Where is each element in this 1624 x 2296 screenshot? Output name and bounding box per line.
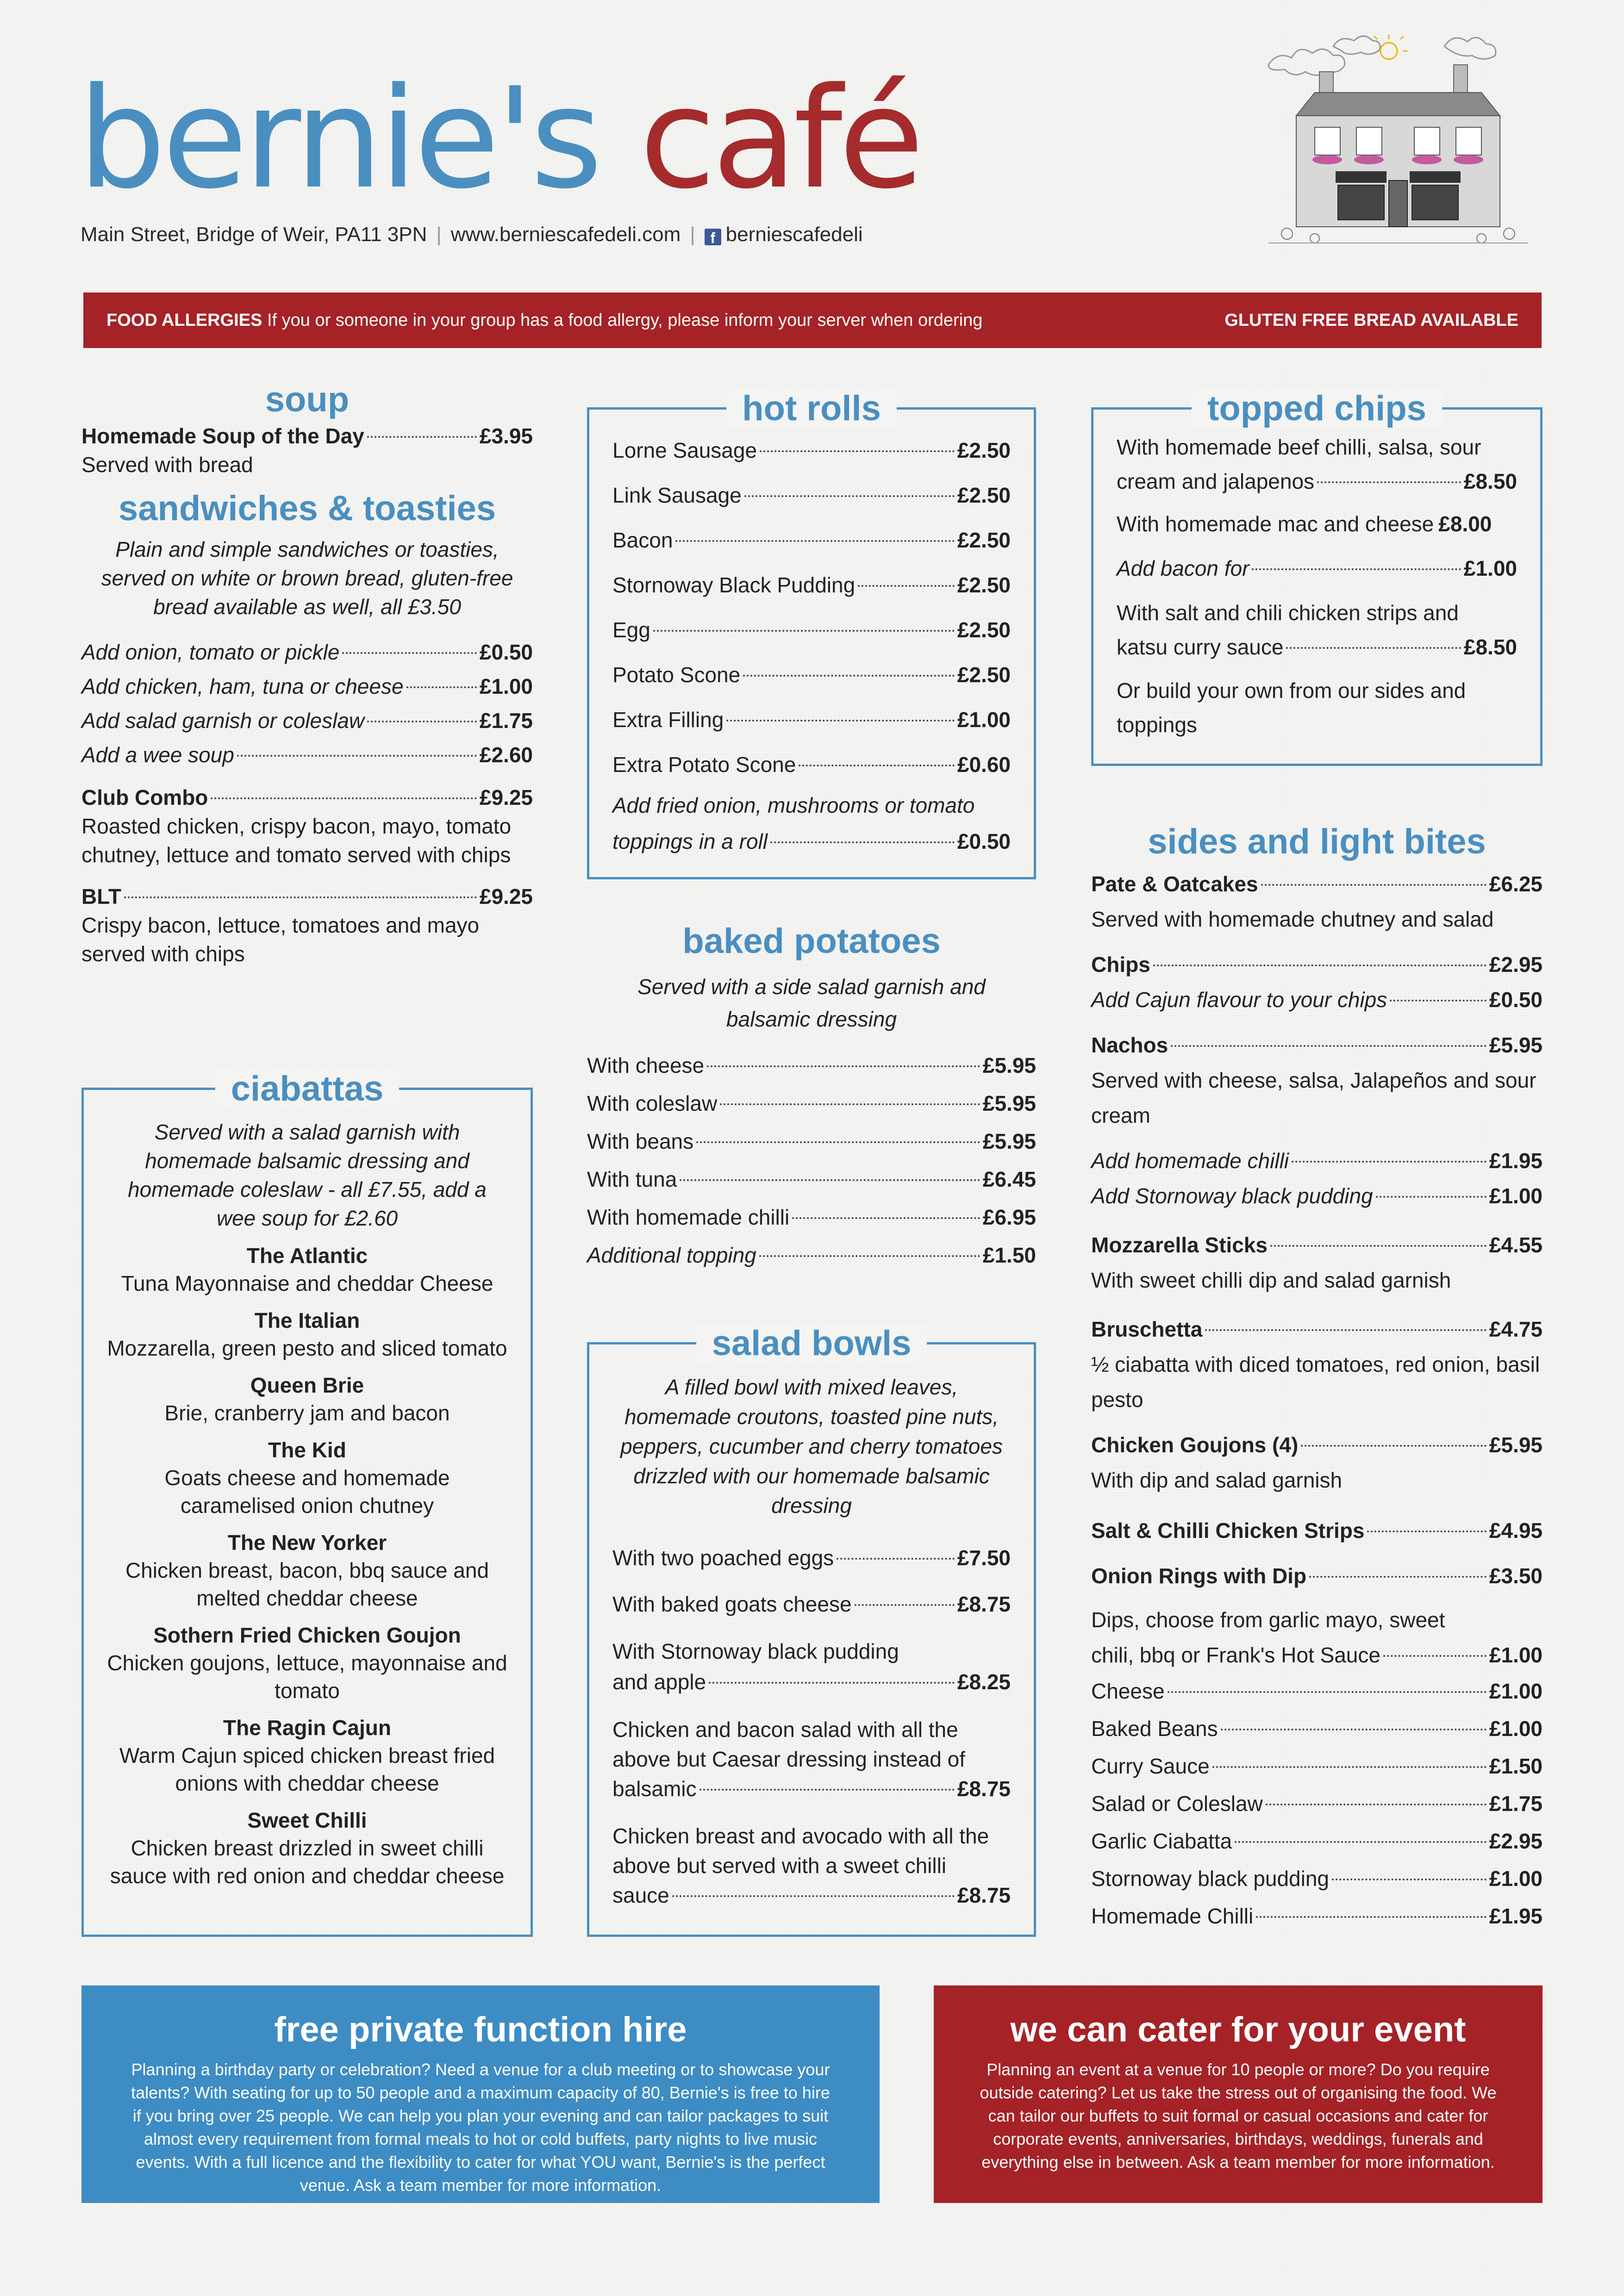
list-item: With coleslaw £5.95: [587, 1091, 1036, 1115]
ciabatta-name: The Italian: [254, 1308, 360, 1332]
salad-item: With Stornoway black pudding and apple £8.25: [612, 1639, 1011, 1694]
list-item: Extra Filling £1.00: [612, 708, 1011, 732]
allergy-message: [106, 311, 982, 330]
ciabatta-name: The Ragin Cajun: [223, 1716, 391, 1740]
salad-item: Chicken breast and avocado with all the above but served with a sweet chilli sauce £8.75: [612, 1824, 1011, 1907]
ciabatta-desc: Brie, cranberry jam and bacon: [164, 1401, 450, 1425]
hot-rolls-list: [589, 410, 1034, 787]
salad-item: Chicken and bacon salad with all the above but Caesar dressing instead of balsamic £8.75: [612, 1717, 1011, 1801]
function-hire-text: Planning a birthday party or celebration? Need a venue for a club meeting or to showcase your talents? With seating for up to 50 people and a maximum capacity of 80, Bernie's is free to hire if you bring over 25 people. We can help you plan your evening and can tailor packages to suit almost every requirement from formal meals to hot or cold buffets, party nights to live music events. With a full licence and the flexibility to cater for what YOU want, Bernie's is the perfect venue. Ask a team member for more information.: [131, 2060, 830, 2195]
address-line: [81, 223, 863, 246]
chips-item: Add bacon for £1.00: [1117, 556, 1517, 580]
ciabatta-desc: Warm Cajun spiced chicken breast fried onions with cheddar cheese: [119, 1743, 495, 1795]
facebook-handle[interactable]: berniescafedeli: [725, 223, 863, 246]
list-item: With tuna £6.45: [587, 1167, 1036, 1191]
club-combo-item: Club Combo £9.25 Roasted chicken, crispy bacon, mayo, tomato chutney, lettuce and tomato served with chips: [81, 783, 533, 869]
allergy-notice-bar: [83, 292, 1542, 348]
brand-logo: [78, 58, 921, 219]
list-item: Add a wee soup £2.60: [81, 743, 533, 767]
ciabatta-name: Sweet Chilli: [247, 1808, 367, 1832]
catering-title: we can cater for your event: [1010, 2010, 1466, 2049]
item-description: Roasted chicken, crispy bacon, mayo, tomato chutney, lettuce and tomato served with chips: [81, 814, 512, 867]
ciabatta-name: Queen Brie: [250, 1373, 364, 1397]
list-item: Add salad garnish or coleslaw £1.75: [81, 709, 533, 733]
list-item: Add chicken, ham, tuna or cheese £1.00: [81, 674, 533, 698]
soup-item: [81, 422, 533, 479]
list-item: Add onion, tomato or pickle £0.50: [81, 640, 533, 664]
sides-title: sides and light bites: [1148, 822, 1486, 861]
allergy-label: FOOD ALLERGIES: [106, 310, 262, 330]
facebook-icon: f: [705, 229, 721, 245]
list-item: Cheese £1.00: [1091, 1679, 1543, 1703]
side-item: Nachos £5.95 Served with cheese, salsa, Jalapeños and sour cream: [1091, 1033, 1543, 1127]
list-item: Homemade Chilli £1.95: [1091, 1904, 1543, 1928]
side-item: Salt & Chilli Chicken Strips £4.95 Onion Rings with Dip £3.50: [1091, 1518, 1543, 1588]
salad-item: With two poached eggs £7.50: [612, 1546, 1011, 1570]
salad-bowls-title-wrap: [589, 1320, 1034, 1367]
baked-potatoes-title: baked potatoes: [682, 921, 941, 961]
soup-title: soup: [265, 380, 350, 419]
side-item: Bruschetta £4.75 ½ ciabatta with diced tomatoes, red onion, basil pesto: [1091, 1317, 1543, 1412]
catering-panel: [934, 1985, 1543, 2203]
side-item: Chicken Goujons (4) £5.95 With dip and salad garnish: [1091, 1433, 1543, 1492]
hot-rolls-box: [587, 389, 1036, 879]
list-item: Garlic Ciabatta £2.95: [1091, 1829, 1543, 1853]
salad-bowls-intro: A filled bowl with mixed leaves, homemade croutons, toasted pine nuts, peppers, cucumber and cherry tomatoes drizzled with our homemade balsamic dressing: [620, 1375, 1003, 1518]
divider: |: [436, 223, 442, 246]
list-item: With homemade chilli £6.95: [587, 1205, 1036, 1229]
topped-chips-title: topped chips: [1192, 389, 1442, 428]
sandwiches-intro: Plain and simple sandwiches or toasties, served on white or brown bread, gluten-free bread available as well, all £3.50: [101, 537, 513, 619]
item-price: £3.95: [479, 424, 533, 448]
list-item: Potato Scone £2.50: [612, 663, 1011, 687]
list-item: Stornoway Black Pudding £2.50: [612, 573, 1011, 597]
sides-extras-list: [1091, 1673, 1543, 1935]
baked-potatoes-intro: Served with a side salad garnish and balsamic dressing: [637, 975, 986, 1031]
ciabatta-name: Sothern Fried Chicken Goujon: [153, 1623, 461, 1647]
blt-item: BLT £9.25 Crispy bacon, lettuce, tomatoes and mayo served with chips: [81, 882, 533, 968]
list-item: Bacon £2.50: [612, 528, 1011, 552]
list-item: Egg £2.50: [612, 618, 1011, 642]
item-description: Crispy bacon, lettuce, tomatoes and mayo served with chips: [81, 913, 480, 966]
catering-text: Planning an event at a venue for 10 people or more? Do you require outside catering? Let us take the stress out of organising the food. We can tailor our buffets to suit formal or casual occasions and cater for corporate events, anniversaries, birthdays, weddings, funerals and everything else in between. Ask a team member for more information.: [980, 2060, 1497, 2172]
baked-potatoes-section: [587, 921, 1036, 1274]
website-link[interactable]: www.berniescafedeli.com: [450, 223, 681, 246]
ciabattas-title: ciabattas: [215, 1069, 400, 1108]
list-item: Salad or Coleslaw £1.75: [1091, 1792, 1543, 1816]
function-hire-panel: [81, 1985, 880, 2203]
ciabatta-desc: Chicken goujons, lettuce, mayonnaise and tomato: [107, 1651, 507, 1703]
ciabatta-desc: Goats cheese and homemade caramelised onion chutney: [164, 1466, 450, 1518]
side-item-dips: Dips, choose from garlic mayo, sweet chili, bbq or Frank's Hot Sauce £1.00: [1091, 1608, 1543, 1667]
list-item: Stornoway black pudding £1.00: [1091, 1867, 1543, 1891]
allergy-text: If you or someone in your group has a food allergy, please inform your server when ordering: [262, 310, 983, 330]
function-hire-title: free private function hire: [274, 2010, 687, 2049]
list-item: Additional topping £1.50: [587, 1243, 1036, 1267]
salad-bowls-box: [587, 1324, 1036, 1937]
ciabatta-desc: Tuna Mayonnaise and cheddar Cheese: [121, 1271, 493, 1295]
build-your-own-note: Or build your own from our sides and toppings: [1117, 678, 1466, 737]
list-item: Extra Potato Scone £0.60: [612, 753, 1011, 777]
ciabattas-box: [81, 1069, 533, 1937]
street-address: Main Street, Bridge of Weir, PA11 3PN: [81, 223, 427, 246]
list-item: Baked Beans £1.00: [1091, 1717, 1543, 1741]
cafe-building-illustration: [1250, 28, 1537, 250]
salad-item: With baked goats cheese £8.75: [612, 1592, 1011, 1616]
brand-name-bernies: bernie's: [78, 58, 599, 219]
chips-item: With salt and chili chicken strips and katsu curry sauce £8.50: [1117, 601, 1517, 659]
item-name: Homemade Soup of the Day: [81, 424, 364, 448]
brand-name-cafe: café: [639, 58, 921, 219]
item-description: Served with bread: [81, 453, 253, 477]
gluten-free-notice: GLUTEN FREE BREAD AVAILABLE: [1224, 310, 1518, 330]
sandwich-addons: [81, 635, 533, 772]
chips-item: With homemade beef chilli, salsa, sour cream and jalapenos £8.50: [1117, 435, 1517, 493]
ciabattas-title-wrap: [84, 1066, 531, 1112]
sides-section: [1091, 821, 1543, 1935]
side-item: Mozzarella Sticks £4.55 With sweet chilli dip and salad garnish: [1091, 1233, 1543, 1292]
list-item: With beans £5.95: [587, 1129, 1036, 1153]
side-item: Chips £2.95 Add Cajun flavour to your chips £0.50: [1091, 952, 1543, 1012]
ciabatta-desc: Mozzarella, green pesto and sliced tomato: [107, 1336, 507, 1360]
list-item: Lorne Sausage £2.50: [612, 438, 1011, 462]
ciabatta-name: The Kid: [268, 1438, 346, 1462]
list-item: Curry Sauce £1.50: [1091, 1754, 1543, 1778]
fried-toppings-item: Add fried onion, mushrooms or tomato toppings in a roll £0.50: [612, 793, 1011, 853]
ciabatta-name: The New Yorker: [227, 1531, 387, 1555]
topped-chips-title-wrap: [1093, 386, 1540, 432]
baked-potatoes-list: [587, 1046, 1036, 1274]
list-item: Link Sausage £2.50: [612, 483, 1011, 507]
list-item: With cheese £5.95: [587, 1053, 1036, 1077]
hot-rolls-title-wrap: [589, 386, 1034, 432]
side-item: Add homemade chilli £1.95 Add Stornoway black pudding £1.00: [1091, 1149, 1543, 1208]
ciabatta-desc: Chicken breast, bacon, bbq sauce and melted cheddar cheese: [125, 1558, 489, 1610]
hot-rolls-title: hot rolls: [726, 389, 897, 428]
ciabatta-desc: Chicken breast drizzled in sweet chilli sauce with red onion and cheddar cheese: [110, 1836, 505, 1888]
ciabatta-name: The Atlantic: [246, 1244, 368, 1268]
sandwiches-title: sandwiches & toasties: [118, 489, 496, 528]
chips-item: With homemade mac and cheese £8.00: [1117, 512, 1492, 536]
ciabattas-intro: Served with a salad garnish with homemade balsamic dressing and homemade coleslaw - all £7.55, add a wee soup for £2.60: [128, 1120, 487, 1230]
topped-chips-box: [1091, 389, 1543, 766]
divider: |: [690, 223, 695, 246]
column-left: [81, 380, 533, 968]
side-item: Pate & Oatcakes £6.25 Served with homemade chutney and salad: [1091, 872, 1543, 931]
salad-bowls-title: salad bowls: [696, 1324, 927, 1363]
